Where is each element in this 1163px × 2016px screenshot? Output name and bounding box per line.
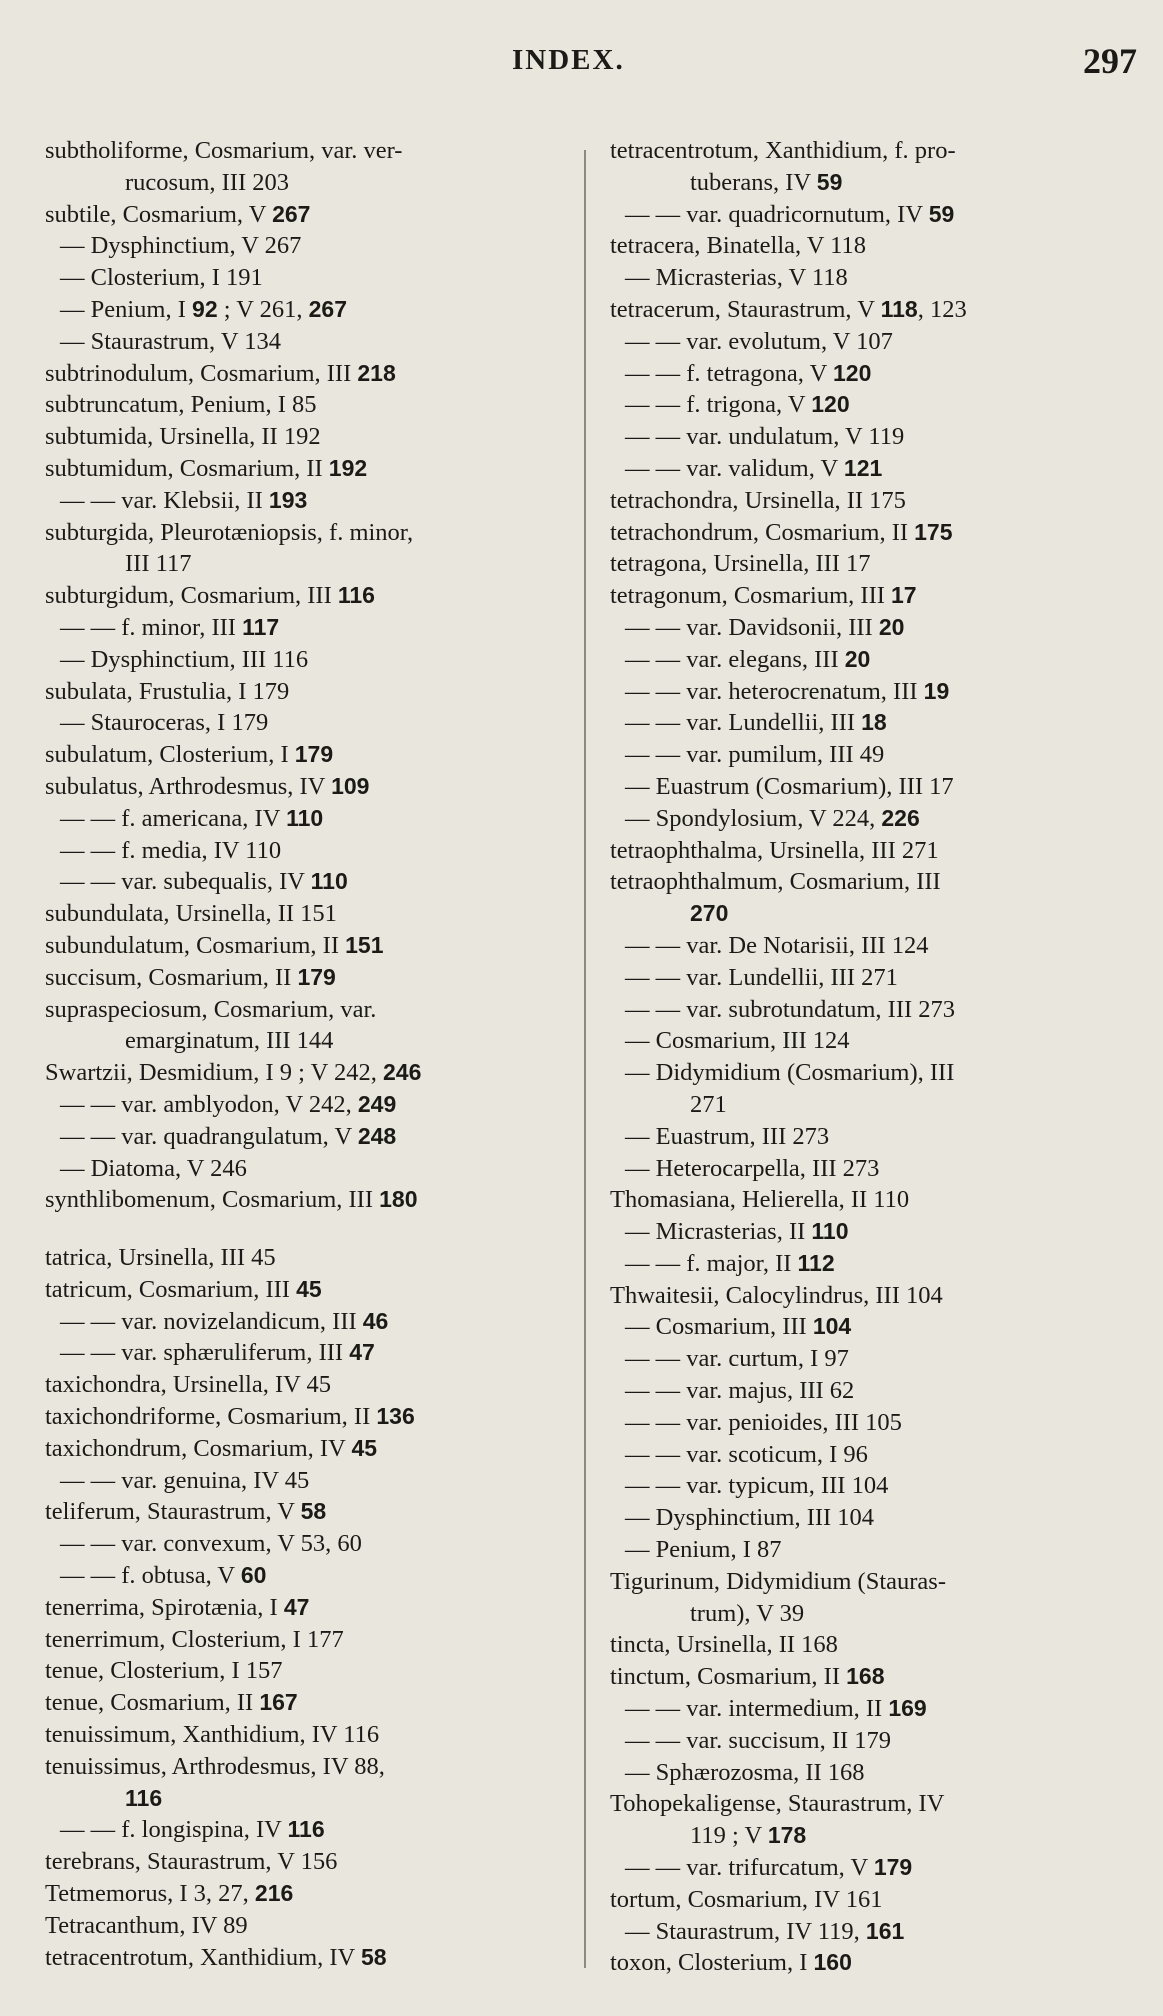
- index-entry: [610, 1725, 1142, 1757]
- bold-page-ref: 19: [923, 677, 950, 704]
- index-entry: [610, 1025, 1142, 1057]
- index-entry: [610, 199, 1142, 231]
- bold-page-ref: 112: [797, 1249, 835, 1276]
- entry-text: — — var. scoticum, I 96: [625, 1440, 868, 1468]
- entry-text: supraspeciosum, Cosmarium, var.: [45, 995, 377, 1023]
- index-entry: [45, 835, 590, 867]
- index-entry: [610, 580, 1142, 612]
- index-entry-continuation: [45, 1025, 590, 1057]
- entry-text: tenuissimum, Xanthidium, IV 116: [45, 1721, 380, 1749]
- entry-text: 271: [690, 1090, 727, 1118]
- entry-text: subulatus, Arthrodesmus, IV: [45, 772, 332, 800]
- entry-text: — Dysphinctium, III 116: [60, 645, 309, 673]
- bold-page-ref: 193: [268, 486, 308, 513]
- entry-text: taxichondriforme, Cosmarium, II: [45, 1403, 377, 1431]
- entry-text: tuberans, IV: [690, 168, 817, 196]
- index-entry: [610, 739, 1142, 771]
- bold-page-ref: 117: [242, 613, 280, 640]
- entry-text: — Penium, I: [60, 295, 193, 323]
- entry-text: — — var. trifurcatum, V: [625, 1854, 874, 1882]
- index-entry: [45, 230, 590, 262]
- index-entry-continuation: [45, 548, 590, 580]
- entry-text: taxichondra, Ursinella, IV 45: [45, 1371, 331, 1399]
- bold-page-ref: 46: [362, 1307, 389, 1334]
- bold-page-ref: 20: [878, 613, 905, 640]
- entry-text: tortum, Cosmarium, IV 161: [610, 1885, 883, 1913]
- entry-text: subundulata, Ursinella, II 151: [45, 900, 337, 928]
- entry-text: subturgidum, Cosmarium, III: [45, 582, 338, 610]
- entry-text: — — var. convexum, V 53, 60: [60, 1530, 362, 1558]
- entry-text: subulata, Frustulia, I 179: [45, 677, 290, 705]
- bold-page-ref: 267: [308, 295, 347, 322]
- entry-text: tenue, Closterium, I 157: [45, 1657, 283, 1685]
- index-entry: [45, 1369, 590, 1401]
- entry-text: — — var. subequalis, IV: [60, 868, 311, 896]
- index-entry: [45, 644, 590, 676]
- entry-text: subturgida, Pleurotæniopsis, f. minor,: [45, 518, 414, 546]
- entry-text: — — var. curtum, I 97: [625, 1345, 849, 1373]
- bold-page-ref: 180: [379, 1186, 418, 1213]
- bold-page-ref: 92: [192, 295, 218, 322]
- index-entry: [610, 1534, 1142, 1566]
- index-entry-continuation: [610, 898, 1142, 930]
- entry-text: tetragonum, Cosmarium, III: [610, 582, 892, 610]
- entry-text: tetrachondrum, Cosmarium, II: [610, 518, 915, 546]
- entry-text: — Staurastrum, V 134: [60, 327, 281, 355]
- section-gap: [45, 1216, 590, 1242]
- index-entry: [45, 1242, 590, 1274]
- entry-text: — — var. heterocrenatum, III: [625, 677, 924, 705]
- index-entry: [610, 707, 1142, 739]
- entry-text: — — var. quadricornutum, IV: [625, 200, 929, 228]
- index-entry: [610, 262, 1142, 294]
- index-entry: [610, 135, 1142, 167]
- entry-text: trum), V 39: [690, 1599, 805, 1627]
- index-entry: [610, 1407, 1142, 1439]
- index-entry: [610, 421, 1142, 453]
- entry-text: — — var. De Notarisii, III 124: [625, 931, 929, 959]
- index-entry: [45, 1121, 590, 1153]
- index-entry: [45, 1306, 590, 1338]
- index-entry: [45, 421, 590, 453]
- bold-page-ref: 110: [286, 804, 324, 831]
- bold-page-ref: 116: [287, 1816, 325, 1843]
- bold-page-ref: 179: [873, 1854, 913, 1881]
- entry-text: , 123: [917, 295, 967, 323]
- entry-text: — Staurastrum, IV 119,: [625, 1917, 866, 1945]
- bold-page-ref: 118: [880, 295, 918, 322]
- bold-page-ref: 104: [812, 1313, 852, 1340]
- index-entry: [45, 803, 590, 835]
- index-entry: [610, 1502, 1142, 1534]
- index-entry: [45, 739, 590, 771]
- bold-page-ref: 151: [345, 931, 384, 958]
- index-entry: [45, 358, 590, 390]
- index-entry: [45, 1814, 590, 1846]
- index-entry-continuation: [45, 1783, 590, 1815]
- index-entry: [610, 485, 1142, 517]
- entry-text: — Micrasterias, V 118: [625, 264, 848, 292]
- index-entry: [45, 1560, 590, 1592]
- bold-page-ref: 160: [813, 1949, 852, 1976]
- entry-text: tatrica, Ursinella, III 45: [45, 1244, 276, 1272]
- entry-text: Tetracanthum, IV 89: [45, 1911, 248, 1939]
- bold-page-ref: 120: [833, 359, 872, 386]
- bold-page-ref: 47: [349, 1339, 375, 1366]
- index-entry: [45, 517, 590, 549]
- bold-page-ref: 110: [811, 1218, 849, 1245]
- index-entry: [610, 644, 1142, 676]
- bold-page-ref: 18: [861, 709, 887, 736]
- entry-text: — — var. Klebsii, II: [60, 486, 269, 514]
- entry-text: — Euastrum, III 273: [625, 1122, 830, 1150]
- bold-page-ref: 270: [690, 900, 729, 927]
- index-entry: [45, 389, 590, 421]
- index-entry: [610, 1248, 1142, 1280]
- entry-text: — — var. typicum, III 104: [625, 1472, 889, 1500]
- index-entry: [610, 294, 1142, 326]
- entry-text: Tigurinum, Didymidium (Stauras-: [610, 1567, 946, 1595]
- index-entry: [610, 962, 1142, 994]
- index-entry: [610, 1629, 1142, 1661]
- entry-text: subundulatum, Cosmarium, II: [45, 931, 346, 959]
- index-entry: [45, 1089, 590, 1121]
- entry-text: — Diatoma, V 246: [60, 1154, 247, 1182]
- entry-text: — — var. quadrangulatum, V: [60, 1122, 358, 1150]
- index-entry: [45, 1057, 590, 1089]
- entry-text: — Dysphinctium, III 104: [625, 1504, 875, 1532]
- index-entry: [45, 1942, 590, 1974]
- index-entry: [45, 1751, 590, 1783]
- entry-text: — — var. pumilum, III 49: [625, 741, 885, 769]
- left-index-column: [45, 135, 590, 1973]
- bold-page-ref: 167: [259, 1689, 298, 1716]
- index-entry: [610, 1216, 1142, 1248]
- index-entry: [610, 1057, 1142, 1089]
- index-entry: [610, 676, 1142, 708]
- entry-text: — — var. elegans, III: [625, 645, 845, 673]
- index-entry: [45, 962, 590, 994]
- entry-text: Tohopekaligense, Staurastrum, IV: [610, 1790, 945, 1818]
- bold-page-ref: 226: [881, 804, 920, 831]
- entry-text: — — var. majus, III 62: [625, 1377, 855, 1405]
- index-entry: [610, 453, 1142, 485]
- entry-text: — — var. intermedium, II: [625, 1695, 889, 1723]
- bold-page-ref: 179: [294, 741, 334, 768]
- bold-page-ref: 218: [357, 359, 396, 386]
- index-entry: [610, 1566, 1142, 1598]
- index-entry: [610, 771, 1142, 803]
- bold-page-ref: 110: [310, 868, 348, 895]
- page-number: 297: [1083, 41, 1137, 81]
- index-entry: [610, 866, 1142, 898]
- entry-text: — — f. longispina, IV: [60, 1816, 288, 1844]
- entry-text: tenerrimum, Closterium, I 177: [45, 1625, 344, 1653]
- index-entry-continuation: [45, 167, 590, 199]
- entry-text: — Cosmarium, III: [625, 1313, 813, 1341]
- index-entry-continuation: [610, 1089, 1142, 1121]
- index-entry: [610, 1121, 1142, 1153]
- entry-text: — — f. obtusa, V: [60, 1562, 241, 1590]
- bold-page-ref: 60: [240, 1562, 267, 1589]
- entry-text: — Micrasterias, II: [625, 1218, 812, 1246]
- index-entry: [45, 1401, 590, 1433]
- entry-text: subtruncatum, Penium, I 85: [45, 391, 317, 419]
- index-entry-continuation: [610, 1598, 1142, 1630]
- entry-text: subtile, Cosmarium, V: [45, 200, 273, 228]
- entry-text: — — var. subrotundatum, III 273: [625, 995, 956, 1023]
- bold-page-ref: 116: [125, 1784, 163, 1811]
- entry-text: — Euastrum (Cosmarium), III 17: [625, 772, 954, 800]
- index-entry: [45, 866, 590, 898]
- entry-text: — Penium, I 87: [625, 1536, 782, 1564]
- entry-text: tetracentrotum, Xanthidium, IV: [45, 1943, 361, 1971]
- index-entry: [45, 707, 590, 739]
- index-entry: [45, 1846, 590, 1878]
- bold-page-ref: 109: [331, 772, 370, 799]
- entry-text: — Dysphinctium, V 267: [60, 232, 302, 260]
- index-entry: [45, 485, 590, 517]
- entry-text: Thomasiana, Helierella, II 110: [610, 1186, 910, 1214]
- entry-text: — Closterium, I 191: [60, 264, 263, 292]
- entry-text: — Cosmarium, III 124: [625, 1027, 850, 1055]
- entry-text: Swartzii, Desmidium, I 9 ; V 242,: [45, 1059, 383, 1087]
- index-entry: [610, 612, 1142, 644]
- entry-text: — — var. genuina, IV 45: [60, 1466, 310, 1494]
- entry-text: subtumidum, Cosmarium, II: [45, 454, 329, 482]
- index-entry: [610, 1852, 1142, 1884]
- page-header: [0, 40, 1163, 90]
- index-entry: [45, 1624, 590, 1656]
- index-entry: [45, 994, 590, 1026]
- bold-page-ref: 169: [888, 1695, 927, 1722]
- bold-page-ref: 267: [272, 200, 311, 227]
- entry-text: ; V 261,: [217, 295, 309, 323]
- index-entry: [45, 676, 590, 708]
- entry-text: — Heterocarpella, III 273: [625, 1154, 880, 1182]
- index-entry: [45, 1719, 590, 1751]
- index-entry: [45, 1687, 590, 1719]
- index-entry: [45, 612, 590, 644]
- index-entry: [45, 1337, 590, 1369]
- entry-text: — — f. major, II: [625, 1249, 798, 1277]
- bold-page-ref: 175: [914, 518, 953, 545]
- index-entry-continuation: [610, 167, 1142, 199]
- entry-text: — — var. sphæruliferum, III: [60, 1339, 350, 1367]
- entry-text: subulatum, Closterium, I: [45, 741, 295, 769]
- index-entry: [610, 930, 1142, 962]
- index-entry: [45, 1274, 590, 1306]
- entry-text: synthlibomenum, Cosmarium, III: [45, 1186, 380, 1214]
- index-entry: [45, 453, 590, 485]
- bold-page-ref: 45: [351, 1434, 378, 1461]
- bold-page-ref: 20: [844, 645, 871, 672]
- bold-page-ref: 58: [300, 1498, 327, 1525]
- index-entry: [45, 1496, 590, 1528]
- index-entry: [610, 1757, 1142, 1789]
- bold-page-ref: 116: [337, 582, 375, 609]
- bold-page-ref: 216: [254, 1880, 294, 1907]
- index-entry: [45, 1465, 590, 1497]
- entry-text: terebrans, Staurastrum, V 156: [45, 1848, 338, 1876]
- index-entry: [610, 1788, 1142, 1820]
- entry-text: Tetmemorus, I 3, 27,: [45, 1880, 255, 1908]
- bold-page-ref: 248: [357, 1122, 397, 1149]
- index-entry: [45, 1878, 590, 1910]
- index-entry: [610, 230, 1142, 262]
- entry-text: — Spondylosium, V 224,: [625, 804, 882, 832]
- index-entry-continuation: [610, 1820, 1142, 1852]
- index-entry: [610, 1439, 1142, 1471]
- entry-text: tincta, Ursinella, II 168: [610, 1631, 838, 1659]
- index-entry: [610, 835, 1142, 867]
- entry-text: — — var. undulatum, V 119: [625, 423, 905, 451]
- index-entry: [610, 1184, 1142, 1216]
- bold-page-ref: 192: [328, 454, 368, 481]
- entry-text: tenuissimus, Arthrodesmus, IV 88,: [45, 1752, 385, 1780]
- entry-text: Thwaitesii, Calocylindrus, III 104: [610, 1281, 943, 1309]
- index-entry: [45, 1655, 590, 1687]
- entry-text: tetraophthalma, Ursinella, III 271: [610, 836, 939, 864]
- entry-text: tetragona, Ursinella, III 17: [610, 550, 871, 578]
- index-entry: [610, 1947, 1142, 1979]
- entry-text: — — var. Lundellii, III: [625, 709, 862, 737]
- entry-text: emarginatum, III 144: [125, 1027, 334, 1055]
- entry-text: tenerrima, Spirotænia, I: [45, 1593, 284, 1621]
- index-entry: [45, 1910, 590, 1942]
- index-entry: [45, 1433, 590, 1465]
- index-entry: [45, 326, 590, 358]
- index-entry: [610, 548, 1142, 580]
- index-entry: [45, 1184, 590, 1216]
- entry-text: — — var. penioides, III 105: [625, 1408, 902, 1436]
- index-entry: [610, 1661, 1142, 1693]
- entry-text: — Didymidium (Cosmarium), III: [625, 1059, 955, 1087]
- bold-page-ref: 179: [297, 963, 336, 990]
- entry-text: tenue, Cosmarium, II: [45, 1689, 260, 1717]
- bold-page-ref: 136: [376, 1403, 415, 1430]
- entry-text: subtholiforme, Cosmarium, var. ver-: [45, 137, 403, 164]
- entry-text: tatricum, Cosmarium, III: [45, 1275, 297, 1303]
- index-entry: [610, 803, 1142, 835]
- entry-text: — — var. novizelandicum, III: [60, 1307, 363, 1335]
- index-entry: [610, 1470, 1142, 1502]
- bold-page-ref: 59: [928, 200, 955, 227]
- index-entry: [610, 389, 1142, 421]
- index-entry: [610, 1153, 1142, 1185]
- bold-page-ref: 246: [383, 1059, 422, 1086]
- entry-text: tetracerum, Staurastrum, V: [610, 295, 881, 323]
- entry-text: — — f. americana, IV: [60, 804, 287, 832]
- index-entry: [45, 898, 590, 930]
- entry-text: toxon, Closterium, I: [610, 1949, 814, 1977]
- right-index-column: [610, 135, 1142, 1979]
- index-entry: [610, 1311, 1142, 1343]
- index-entry: [610, 1280, 1142, 1312]
- page-title: INDEX.: [512, 44, 625, 76]
- entry-text: — — var. Davidsonii, III: [625, 613, 879, 641]
- entry-text: subtrinodulum, Cosmarium, III: [45, 359, 358, 387]
- entry-text: tetracera, Binatella, V 118: [610, 232, 867, 260]
- entry-text: — — var. Lundellii, III 271: [625, 963, 898, 991]
- entry-text: III 117: [125, 550, 192, 578]
- index-entry: [45, 930, 590, 962]
- entry-text: — — f. minor, III: [60, 613, 243, 641]
- index-entry: [610, 994, 1142, 1026]
- index-entry: [45, 1528, 590, 1560]
- entry-text: taxichondrum, Cosmarium, IV: [45, 1434, 352, 1462]
- entry-text: — — var. amblyodon, V 242,: [60, 1090, 358, 1118]
- bold-page-ref: 168: [846, 1663, 885, 1690]
- entry-text: — Sphærozosma, II 168: [625, 1758, 865, 1786]
- entry-text: teliferum, Staurastrum, V: [45, 1498, 301, 1526]
- index-entry: [45, 294, 590, 326]
- entry-text: — — var. validum, V: [625, 454, 844, 482]
- entry-text: succisum, Cosmarium, II: [45, 963, 298, 991]
- entry-text: — — f. tetragona, V: [625, 359, 833, 387]
- index-entry: [45, 262, 590, 294]
- entry-text: subtumida, Ursinella, II 192: [45, 423, 321, 451]
- bold-page-ref: 45: [296, 1275, 322, 1302]
- entry-text: tetrachondra, Ursinella, II 175: [610, 486, 906, 514]
- entry-text: tinctum, Cosmarium, II: [610, 1663, 847, 1691]
- index-entry: [610, 1916, 1142, 1948]
- bold-page-ref: 59: [816, 168, 843, 195]
- bold-page-ref: 178: [767, 1822, 807, 1849]
- entry-text: — — var. evolutum, V 107: [625, 327, 893, 355]
- index-entry: [45, 771, 590, 803]
- bold-page-ref: 47: [283, 1593, 310, 1620]
- index-entry: [610, 517, 1142, 549]
- entry-text: — — var. succisum, II 179: [625, 1726, 892, 1754]
- bold-page-ref: 17: [891, 582, 917, 609]
- entry-text: 119 ; V: [690, 1822, 768, 1850]
- entry-text: — — f. trigona, V: [625, 391, 812, 419]
- index-entry: [45, 580, 590, 612]
- index-entry: [45, 199, 590, 231]
- bold-page-ref: 58: [360, 1943, 387, 1970]
- entry-text: tetracentrotum, Xanthidium, f. pro-: [610, 137, 956, 164]
- bold-page-ref: 121: [843, 454, 883, 481]
- index-entry: [610, 1884, 1142, 1916]
- index-entry: [45, 1592, 590, 1624]
- bold-page-ref: 120: [811, 391, 850, 418]
- index-entry: [45, 135, 590, 167]
- index-entry: [610, 358, 1142, 390]
- index-entry: [610, 1693, 1142, 1725]
- index-entry: [610, 1375, 1142, 1407]
- index-entry: [45, 1153, 590, 1185]
- bold-page-ref: 161: [865, 1917, 905, 1944]
- entry-text: rucosum, III 203: [125, 168, 289, 196]
- entry-text: tetraophthalmum, Cosmarium, III: [610, 868, 941, 896]
- index-entry: [610, 1343, 1142, 1375]
- bold-page-ref: 249: [357, 1090, 397, 1117]
- entry-text: — — f. media, IV 110: [60, 836, 282, 864]
- index-entry: [610, 326, 1142, 358]
- entry-text: — Stauroceras, I 179: [60, 709, 269, 737]
